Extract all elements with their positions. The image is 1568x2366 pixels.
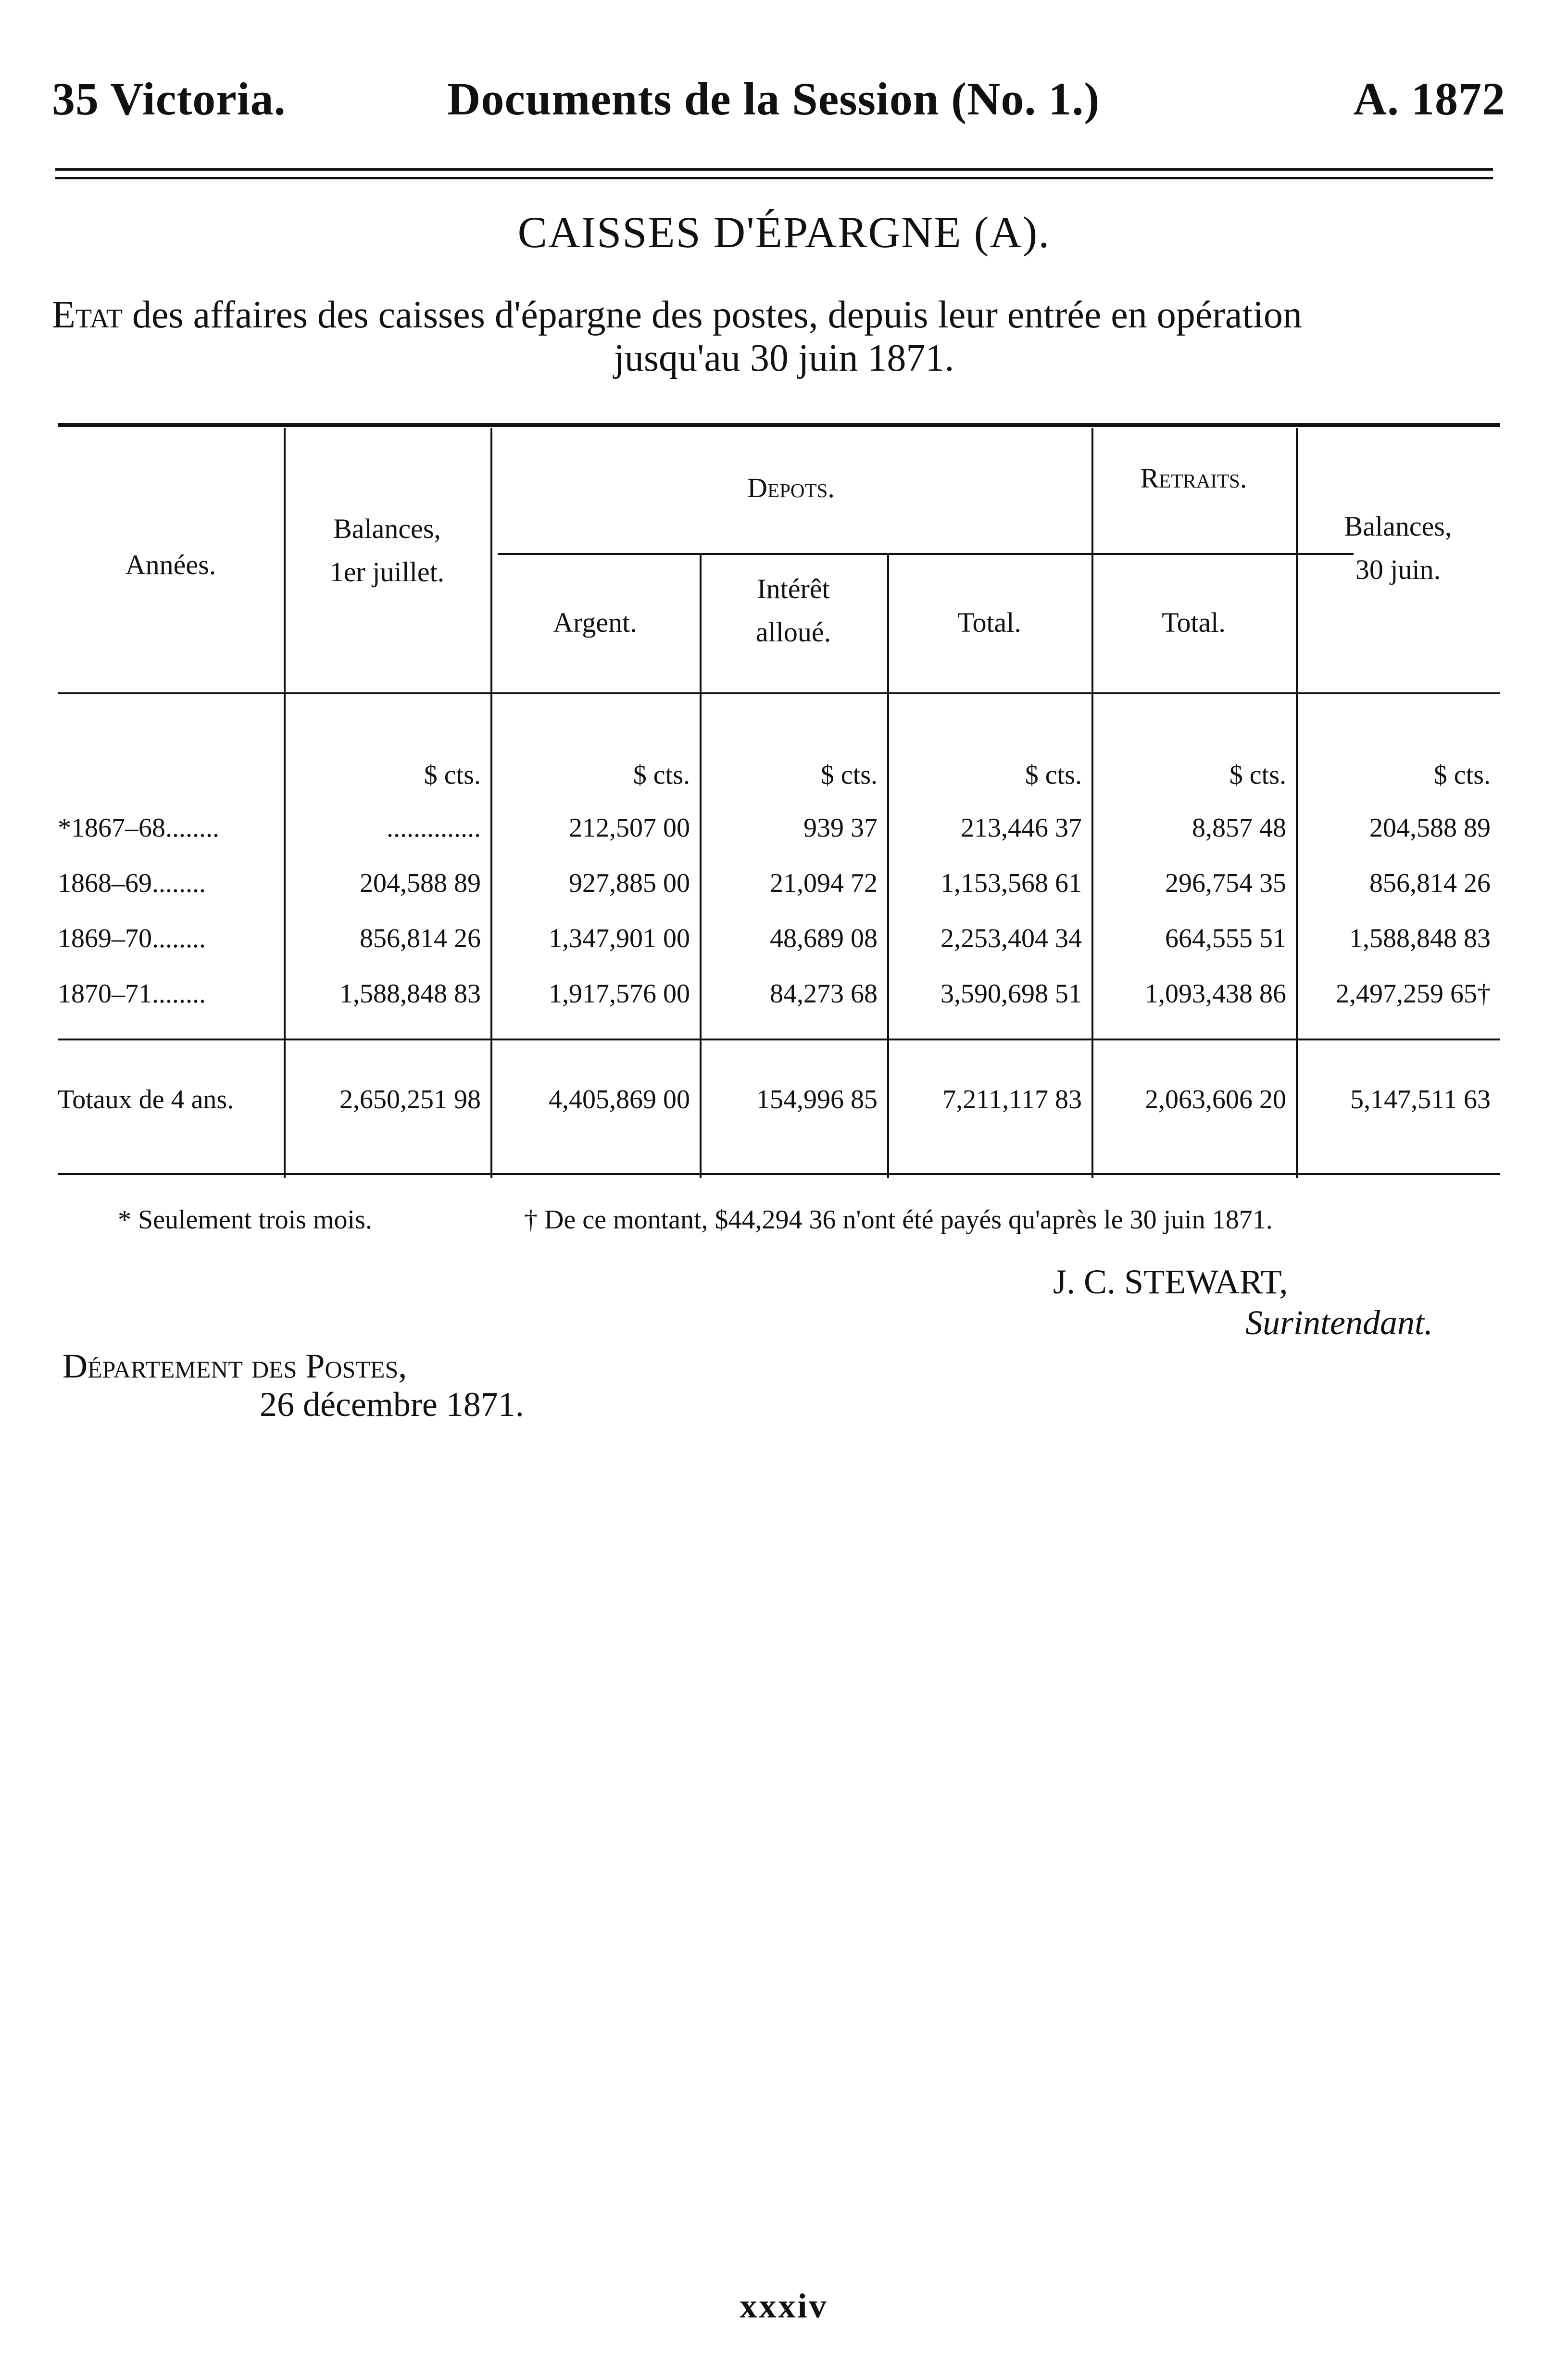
retraits-cell: 8,857 48 (1192, 813, 1286, 843)
totals-top-rule (58, 1039, 1500, 1040)
footnote-dagger: † De ce montant, $44,294 36 n'ont été payés qu'après le 30 juin 1871. (524, 1205, 1273, 1235)
hdr-interet-1: Intérêt (757, 573, 830, 604)
interet-cell: 21,094 72 (770, 868, 878, 898)
hdr-annees: Années. (125, 549, 216, 580)
total-depots-cell: 3,590,698 51 (941, 979, 1082, 1009)
balance-june-cell: 204,588 89 (1369, 813, 1491, 843)
unit-cell: $ cts. (820, 760, 878, 790)
table-rule-bottom (58, 1173, 1500, 1175)
retraits-cell: 664,555 51 (1165, 924, 1286, 953)
hdr-balances-juillet (284, 507, 490, 594)
col-rule-5 (1091, 428, 1093, 1178)
intro-text: des affaires des caisses d'épargne des postes, depuis leur entrée en opération (123, 294, 1302, 336)
unit-cell: $ cts. (1433, 760, 1491, 790)
total-depots-sum: 7,211,117 83 (942, 1085, 1082, 1114)
balance-july-cell: .............. (387, 813, 481, 843)
hdr-retraits: Retraits. (1140, 463, 1247, 494)
year-cell: 1869–70........ (58, 924, 206, 953)
interet-cell: 48,689 08 (770, 924, 878, 953)
interet-cell: 939 37 (803, 813, 878, 843)
total-depots-cell: 213,446 37 (961, 813, 1082, 843)
running-head-right: A. 1872 (1353, 73, 1505, 125)
hdr-balances-juin-1: Balances, (1344, 511, 1452, 542)
hdr-total-retraits: Total. (1162, 607, 1226, 638)
intro-lead: Etat (52, 294, 123, 336)
balance-june-cell: 856,814 26 (1369, 868, 1491, 898)
year-cell: *1867–68........ (58, 813, 219, 843)
running-head-left: 35 Victoria. (52, 73, 286, 125)
hdr-total-depots: Total. (957, 607, 1021, 638)
hdr-balances-juillet-2: 1er juillet. (329, 556, 445, 588)
unit-cell: $ cts. (1025, 760, 1082, 790)
hdr-argent: Argent. (553, 607, 637, 638)
head-rule-bottom (55, 177, 1493, 179)
page-number: xxxiv (740, 2287, 828, 2325)
balance-july-cell: 204,588 89 (360, 868, 481, 898)
hdr-balances-juin-2: 30 juin. (1355, 554, 1441, 585)
balance-july-cell: 1,588,848 83 (339, 979, 481, 1009)
total-interet: 154,996 85 (756, 1085, 878, 1114)
header-bottom-rule (58, 692, 1500, 694)
retraits-cell: 296,754 35 (1165, 868, 1286, 898)
intro-line-2: jusqu'au 30 juin 1871. (614, 337, 954, 379)
hdr-interet-2: alloué. (755, 616, 831, 648)
balance-july-cell: 856,814 26 (360, 924, 481, 953)
year-cell: 1870–71........ (58, 979, 206, 1009)
balance-june-cell: 1,588,848 83 (1349, 924, 1491, 953)
footnote-star: * Seulement trois mois. (118, 1205, 372, 1235)
argent-cell: 927,885 00 (569, 868, 690, 898)
col-rule-2 (490, 428, 492, 1178)
retraits-cell: 1,093,438 86 (1145, 979, 1286, 1009)
dateline-dept: Département des Postes, (63, 1347, 407, 1385)
total-depots-cell: 1,153,568 61 (941, 868, 1082, 898)
head-rule-top (55, 168, 1493, 171)
totals-label: Totaux de 4 ans. (58, 1085, 234, 1114)
table-rule-top (58, 423, 1500, 427)
hdr-balances-juin (1296, 505, 1500, 591)
argent-cell: 212,507 00 (569, 813, 690, 843)
hdr-interet (700, 567, 887, 654)
argent-cell: 1,347,901 00 (549, 924, 690, 953)
year-cell: 1868–69........ (58, 868, 206, 898)
unit-cell: $ cts. (424, 760, 481, 790)
unit-cell: $ cts. (1229, 760, 1286, 790)
running-head-center: Documents de la Session (No. 1.) (447, 73, 1100, 125)
hdr-depots: Depots. (747, 472, 835, 503)
signature-name: J. C. STEWART, (1053, 1263, 1288, 1301)
unit-cell: $ cts. (633, 760, 690, 790)
balance-june-cell: 2,497,259 65† (1336, 979, 1491, 1009)
hdr-balances-juillet-1: Balances, (333, 513, 441, 544)
signature-title: Surintendant. (1245, 1303, 1433, 1342)
page-title: CAISSES D'ÉPARGNE (A). (517, 208, 1051, 257)
total-balance-july: 2,650,251 98 (339, 1085, 481, 1114)
intro-line-1 (52, 291, 1499, 339)
dateline-date: 26 décembre 1871. (260, 1385, 524, 1424)
total-depots-cell: 2,253,404 34 (941, 924, 1082, 953)
header-split-rule (498, 553, 1354, 555)
total-argent: 4,405,869 00 (549, 1085, 690, 1114)
argent-cell: 1,917,576 00 (549, 979, 690, 1009)
total-balance-june: 5,147,511 63 (1350, 1085, 1491, 1114)
interet-cell: 84,273 68 (770, 979, 878, 1009)
total-retraits: 2,063,606 20 (1145, 1085, 1286, 1114)
